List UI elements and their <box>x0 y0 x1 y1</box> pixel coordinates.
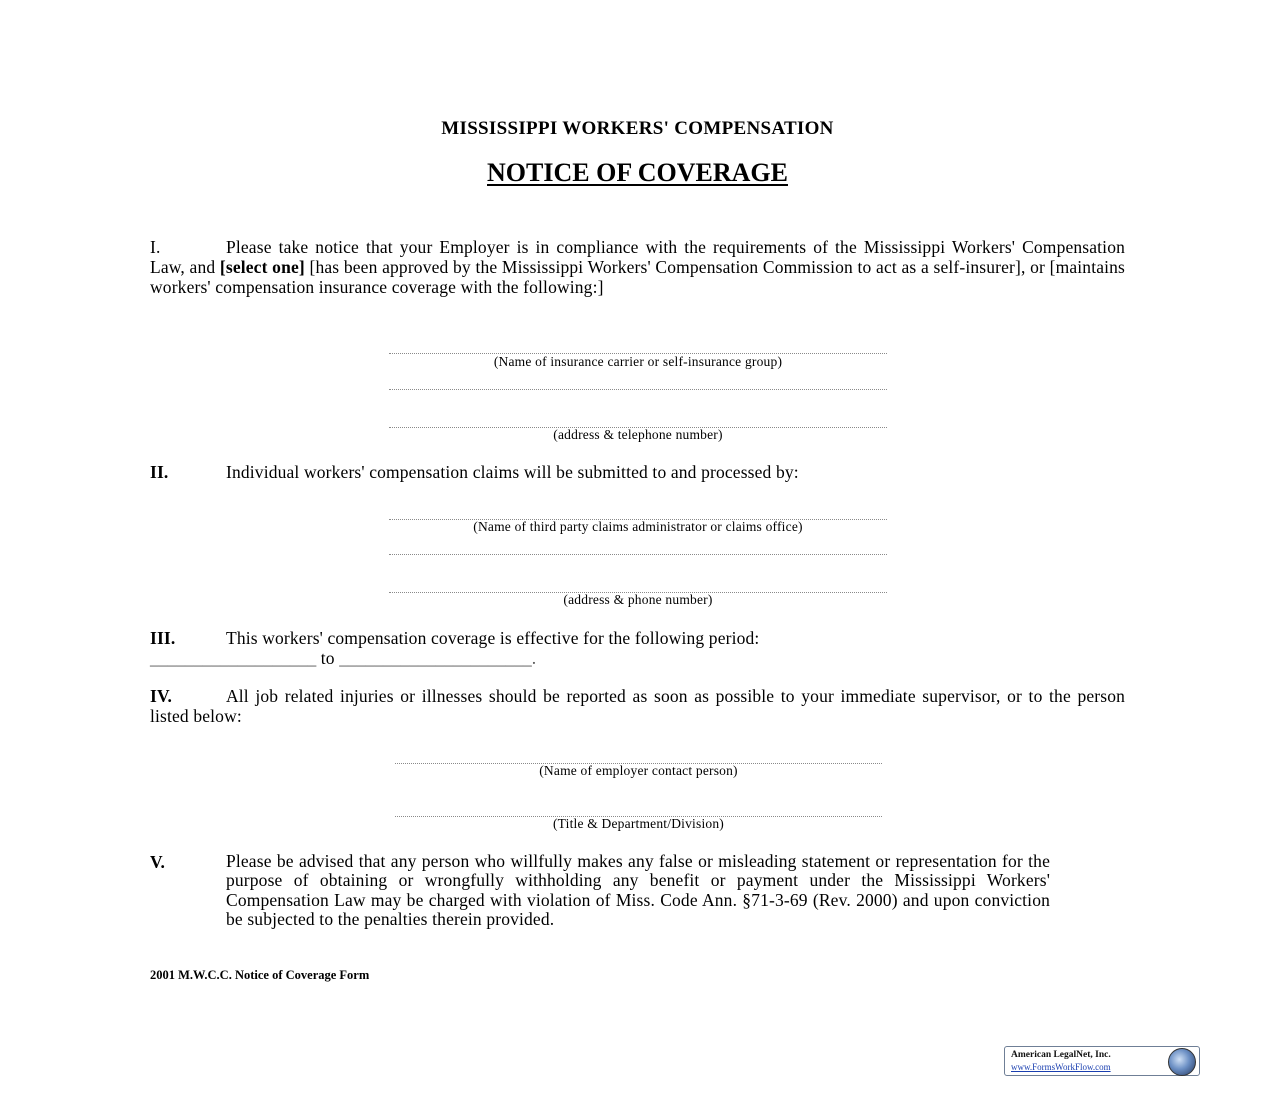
form-footer: 2001 M.W.C.C. Notice of Coverage Form <box>150 968 370 982</box>
section-4-text: All job related injuries or illnesses should be reported as soon as possible to your immediate supervisor, or to the person listed below: <box>150 686 1125 726</box>
contact-name-caption: (Name of employer contact person) <box>539 763 738 778</box>
section-4-number: IV. <box>150 686 173 706</box>
subtitle-text: NOTICE OF COVERAGE <box>487 158 788 187</box>
document-title: MISSISSIPPI WORKERS' COMPENSATION <box>441 118 834 139</box>
section-2-number: II. <box>150 462 169 482</box>
section-1-select: [select one] <box>219 257 305 277</box>
carrier-address-caption: (address & telephone number) <box>553 427 723 442</box>
carrier-address-line-1[interactable] <box>389 389 887 390</box>
section-2-text: Individual workers' compensation claims will be submitted to and processed by: <box>226 462 799 482</box>
section-5-text: Please be advised that any person who willfully makes any false or misleading statement or representation for the purpose of obtaining or wrongfully withholding any benefit or payment under the Mississippi Workers' Compensation Law may be charged with violation of Miss. Code Ann. §71-3-69 (Rev. 2000) and upon conviction be subjected to the penalties therein provided. <box>226 851 1050 930</box>
contact-title-caption: (Title & Department/Division) <box>552 816 725 831</box>
stamp-url-link[interactable]: www.FormsWorkFlow.com <box>1011 1062 1111 1072</box>
coverage-period-row <box>150 648 1125 668</box>
section-1-text-a: Please take notice that your Employer is in compliance with the requirements of the Mississippi Workers' Compensation Law, and <box>150 237 1125 277</box>
period-to-label: to <box>320 648 335 668</box>
section-1-number: I. <box>150 237 161 257</box>
section-1-text-b: [has been approved by the Mississippi Workers' Compensation Commission to act as a self-insurer], or [maintains workers' compensation insurance coverage with the following:] <box>150 257 1126 297</box>
document-subtitle <box>0 158 1275 188</box>
section-5 <box>150 852 1050 930</box>
section-4 <box>150 686 1125 726</box>
section-2 <box>150 462 1125 482</box>
administrator-name-caption: (Name of third party claims administrator or claims office) <box>473 519 803 534</box>
administrator-address-line-1[interactable] <box>389 554 887 555</box>
globe-icon <box>1168 1048 1196 1076</box>
period-to-blank[interactable]: ______________________. <box>339 648 537 668</box>
section-5-number: V. <box>150 852 166 872</box>
stamp-company: American LegalNet, Inc. <box>1011 1050 1111 1060</box>
section-1 <box>150 237 1125 297</box>
section-3-number: III. <box>150 628 176 648</box>
period-from-blank[interactable]: ___________________ <box>150 648 317 668</box>
section-3-text: This workers' compensation coverage is effective for the following period: <box>226 628 760 648</box>
section-3 <box>150 628 1125 648</box>
carrier-name-caption: (Name of insurance carrier or self-insurance group) <box>493 354 783 369</box>
legalnet-stamp[interactable] <box>1004 1046 1200 1076</box>
administrator-address-caption: (address & phone number) <box>563 592 713 607</box>
